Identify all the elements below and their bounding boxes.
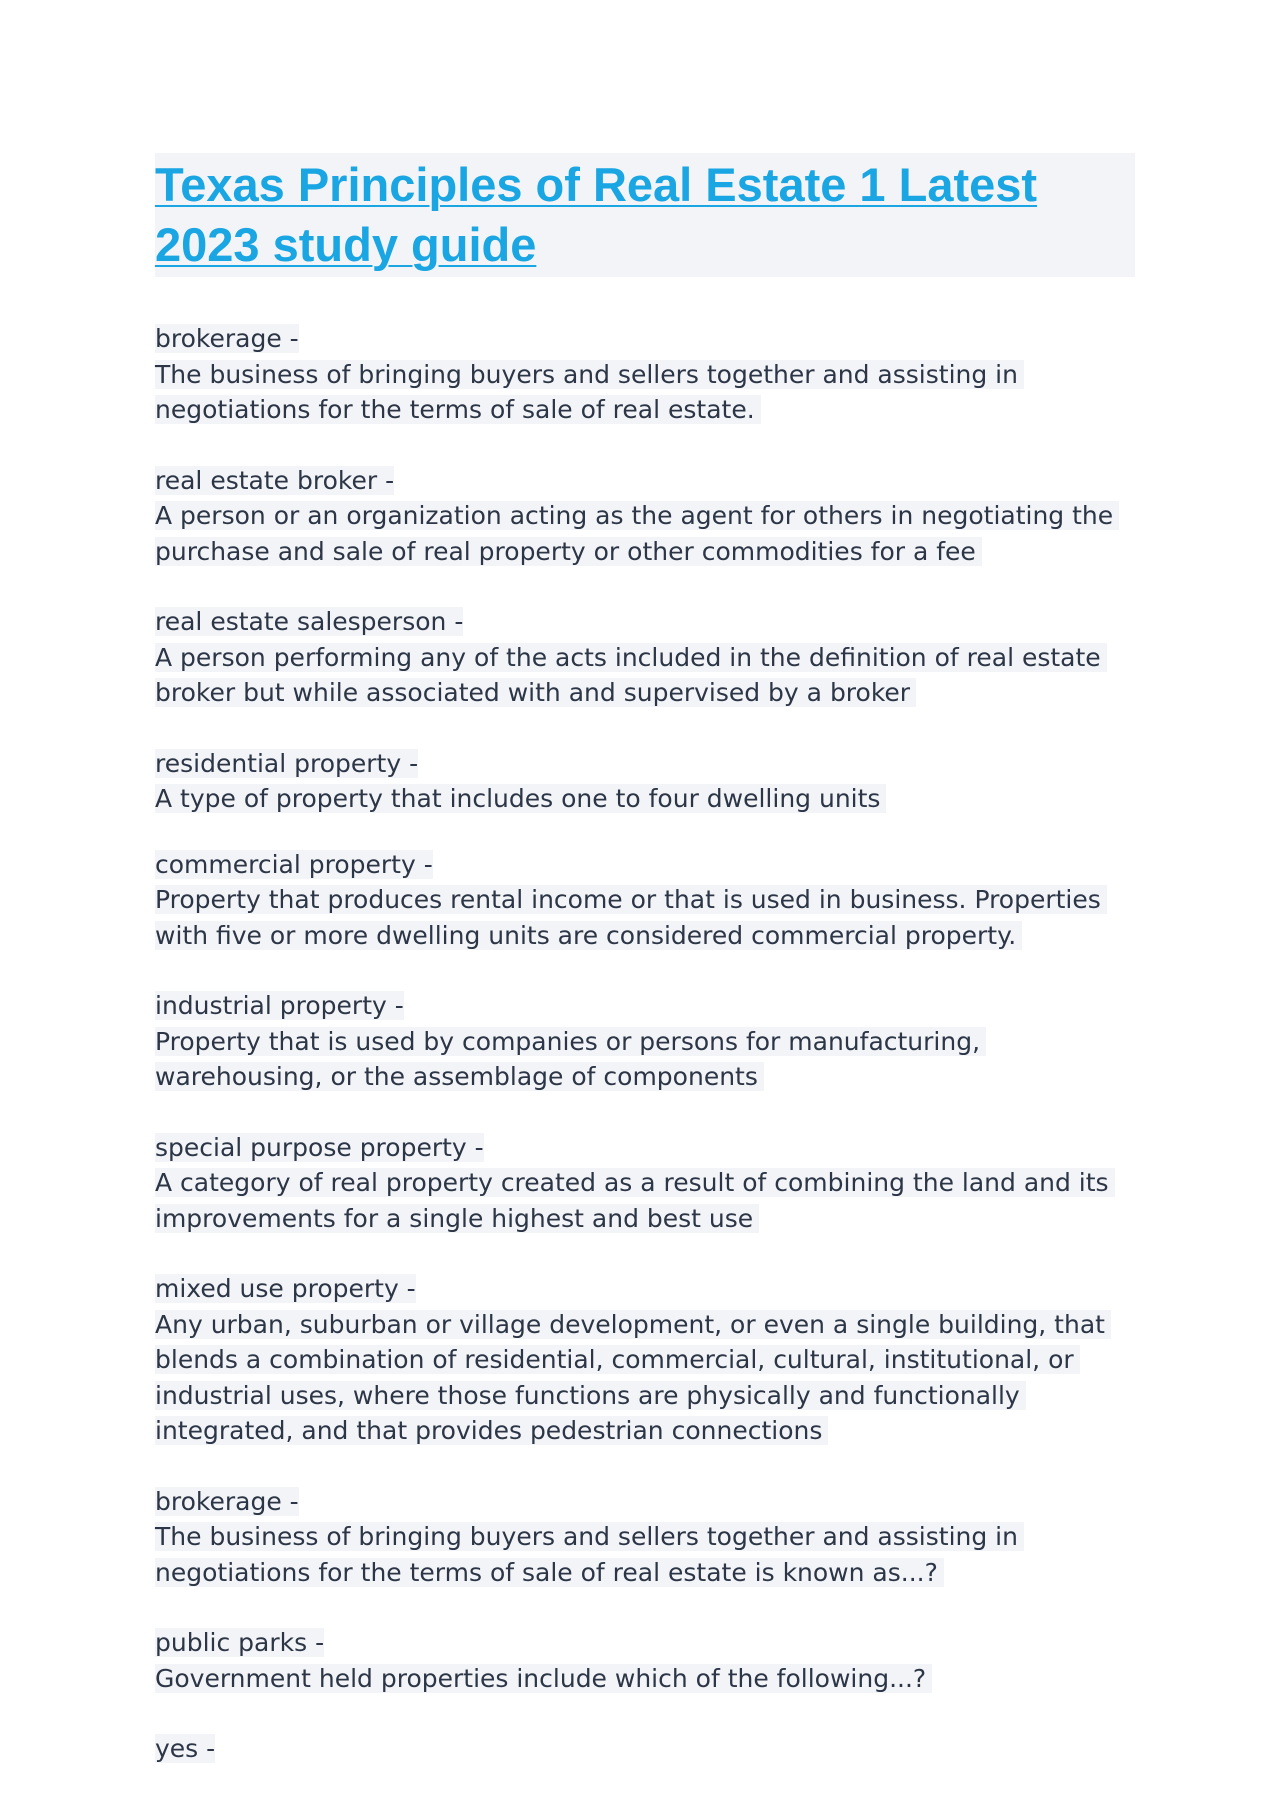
entry-definition: A person or an organization acting as the agent for others in negotiating the purchase and sale of real property or other commodities for a fee [155,501,1119,566]
entry-definition: The business of bringing buyers and sellers together and assisting in negotiations for the terms of sale of real estate. [155,360,1024,425]
entry-term: real estate salesperson - [155,607,464,636]
page-title[interactable]: Texas Principles of Real Estate 1 Latest 2023 study guide [155,158,1038,271]
list-item [155,746,1135,817]
list-item [155,1625,1135,1696]
entry-term: commercial property - [155,849,433,879]
entry-term: mixed use property - [155,1274,416,1303]
list-item [155,321,1135,428]
entry-term: real estate broker - [155,465,395,495]
entry-term: yes - [155,1734,216,1763]
entry-definition: Property that is used by companies or persons for manufacturing, warehousing, or the assemblage of components [155,1027,986,1092]
entry-term: brokerage - [155,1486,299,1516]
list-item [155,1484,1135,1591]
entry-term: special purpose property - [155,1132,484,1162]
entry-definition: Any urban, suburban or village development, or even a single building, that blends a combination of residential, commercial, cultural, institutional, or industrial uses, where those functions are physically and functionally integrated, and that provides pedestrian connections [155,1310,1111,1446]
entry-definition: Government held properties include which of the following...? [155,1664,932,1693]
entry-definition: The business of bringing buyers and sellers together and assisting in negotiations for the terms of sale of real estate is known as...? [155,1522,1024,1587]
entry-list [155,321,1135,1767]
title-block [155,153,1135,277]
entry-term: residential property - [155,748,419,778]
list-item [155,1731,1135,1767]
entry-term: brokerage - [155,324,299,353]
entry-definition: A person performing any of the acts included in the definition of real estate broker but while associated with and supervised by a broker [155,643,1107,708]
list-item [155,847,1135,954]
entry-definition: Property that produces rental income or that is used in business. Properties with five or more dwelling units are considered commercial property. [155,885,1107,950]
list-item [155,463,1135,570]
list-item [155,604,1135,711]
list-item [155,1130,1135,1237]
document-page [155,153,1135,1767]
entry-definition: A type of property that includes one to four dwelling units [155,784,886,813]
entry-term: public parks - [155,1628,325,1657]
list-item [155,1271,1135,1449]
entry-definition: A category of real property created as a result of combining the land and its improvements for a single highest and best use [155,1168,1115,1233]
list-item [155,988,1135,1095]
entry-term: industrial property - [155,991,404,1020]
